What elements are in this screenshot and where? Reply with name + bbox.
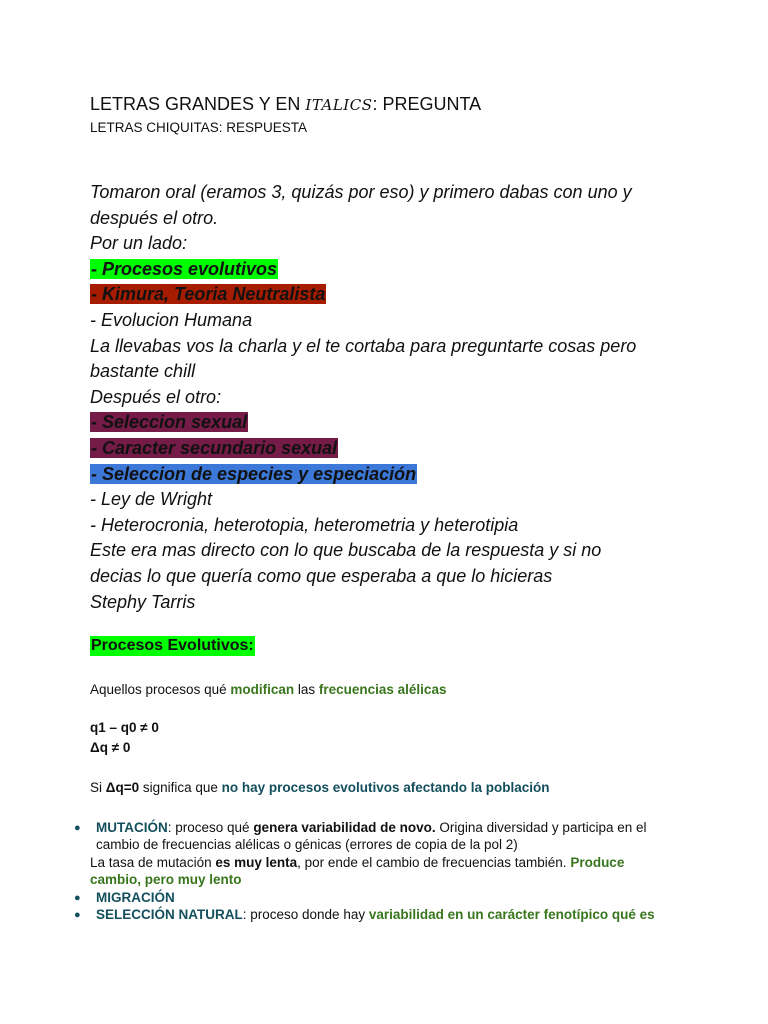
bullet-icon: ● [74,909,81,921]
bullet-icon: ● [74,822,81,834]
exam-line [90,206,218,232]
exam-line-text: Stephy Tarris [90,591,196,612]
tasa-text-mid: , por ende el cambio de frecuencias también. [297,855,571,870]
exam-line-text: - Evolucion Humana [90,310,253,330]
si-line [90,780,550,795]
mutacion-line-1 [96,820,646,835]
highlighted-topic: - Procesos evolutivos [91,258,278,279]
exam-line-text: bastante chill [90,361,196,382]
migracion-label: MIGRACIÓN [96,890,175,905]
exam-line [90,308,252,334]
exam-line-text: después el otro. [90,207,219,228]
highlighted-topic: - Seleccion de especies y especiación [91,463,417,484]
exam-line [90,257,278,283]
definition-line [90,682,446,697]
legend-title-post: : PREGUNTA [372,94,482,114]
seleccion-label: SELECCIÓN NATURAL [96,907,243,922]
exam-line [90,334,636,360]
tasa-line-1 [90,855,624,870]
exam-line [90,385,221,411]
exam-line [90,462,417,488]
legend-title-italic: ITALICS [305,96,373,114]
seleccion-text: : proceso donde hay [242,907,369,922]
highlighted-topic: - Kimura, Teoria Neutralista [91,284,326,305]
section-title: Procesos Evolutivos: [91,637,254,654]
tasa-line-2: cambio, pero muy lento [90,872,242,887]
exam-line-text: Este era mas directo con lo que buscaba de la respuesta y si no [90,540,602,561]
exam-line-text: Después el otro: [90,386,222,407]
exam-line [90,282,326,308]
tasa-green-1: Produce [570,855,625,870]
exam-line-text: decias lo que quería como que esperaba a que lo hicieras [90,566,553,586]
definition-text: Aquellos procesos qué [90,682,231,697]
exam-line [90,513,518,539]
legend-title [90,94,481,115]
mutacion-line-2: cambio de frecuencias alélicas o génicas (errores de copia de la pol 2) [96,837,518,852]
exam-line-text: Por un lado: [90,233,188,254]
mutacion-bold: genera variabilidad de novo. [253,820,436,835]
exam-line-text: - Ley de Wright [90,489,213,510]
exam-line-text: La llevabas vos la charla y el te cortaba para preguntarte cosas pero [90,335,637,356]
highlighted-topic: - Seleccion sexual [91,412,248,433]
definition-text-mid: las [294,682,319,697]
exam-line-text: - Heterocronia, heterotopia, heterometria y heterotipia [90,514,519,535]
mutacion-text-2: Origina diversidad y participa en el [435,820,647,835]
legend-title-pre: LETRAS GRANDES Y EN [90,94,306,114]
si-text-mid: significa que [139,780,222,795]
exam-line [90,590,195,616]
exam-line-text: Tomaron oral (eramos 3, quizás por eso) y primero dabas con uno y [90,182,632,202]
seleccion-line [96,907,655,922]
equation-1: q1 – q0 ≠ 0 [90,720,159,735]
si-text: Si [90,780,106,795]
highlighted-topic: - Caracter secundario sexual [91,438,338,458]
mutacion-label: MUTACIÓN [96,820,168,835]
tasa-bold: es muy lenta [215,855,298,870]
seleccion-green: variabilidad en un carácter fenotípico qué es [368,907,655,922]
exam-line [90,564,552,590]
exam-line [90,436,338,462]
exam-line [90,231,187,257]
mutacion-text: : proceso qué [167,820,254,835]
tasa-text: La tasa de mutación [90,855,216,870]
si-teal: no hay procesos evolutivos afectando la población [221,780,550,795]
exam-line [90,410,248,436]
exam-line [90,538,601,564]
exam-line [90,487,212,513]
definition-bold-modifican: modifican [230,682,295,697]
si-bold: Δq=0 [105,780,140,795]
exam-line [90,359,195,385]
exam-line [90,180,632,206]
definition-bold-frecuencias: frecuencias alélicas [318,682,447,697]
legend-subtitle: LETRAS CHIQUITAS: RESPUESTA [90,120,308,135]
equation-2: Δq ≠ 0 [90,740,131,755]
bullet-icon: ● [74,892,81,904]
